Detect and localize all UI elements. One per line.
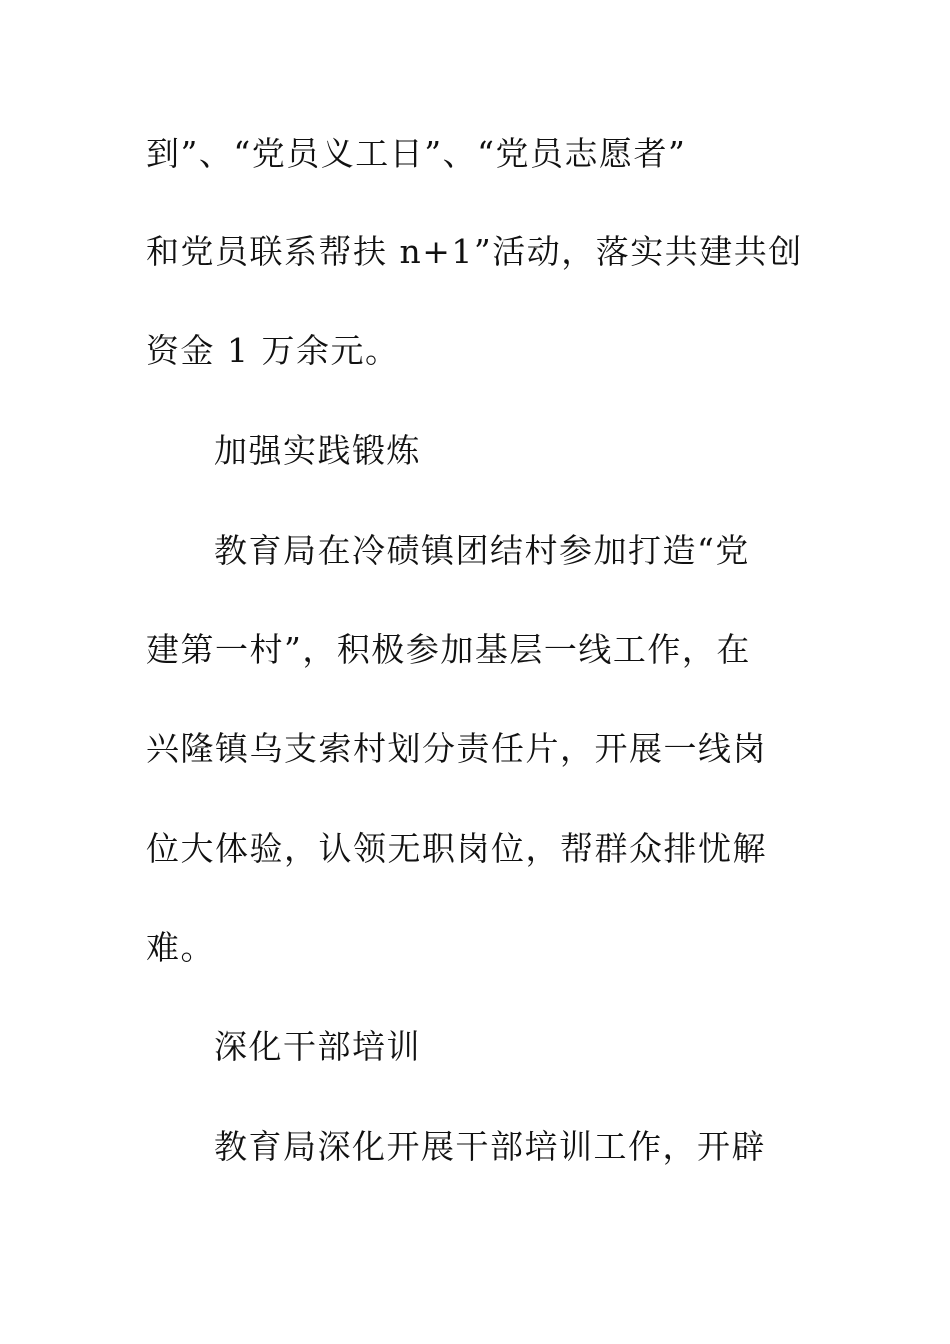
body-text-line: 位大体验，认领无职岗位，帮群众排忧解: [146, 829, 767, 868]
section-heading: 深化干部培训: [214, 1027, 421, 1066]
body-text-line: 和党员联系帮扶 n+1”活动，落实共建共创: [146, 232, 803, 271]
body-text-line: 难。: [146, 928, 215, 967]
body-text-line: 到”、“党员义工日”、“党员志愿者”: [146, 134, 687, 173]
body-text-line: 教育局在冷碛镇团结村参加打造“党: [214, 531, 750, 570]
body-text-line: 建第一村”，积极参加基层一线工作，在: [146, 630, 751, 669]
body-text-line: 资金 1 万余元。: [146, 331, 400, 370]
body-text-line: 教育局深化开展干部培训工作，开辟: [214, 1127, 766, 1166]
body-text-line: 兴隆镇乌支索村划分责任片，开展一线岗: [146, 729, 767, 768]
section-heading: 加强实践锻炼: [214, 431, 421, 470]
